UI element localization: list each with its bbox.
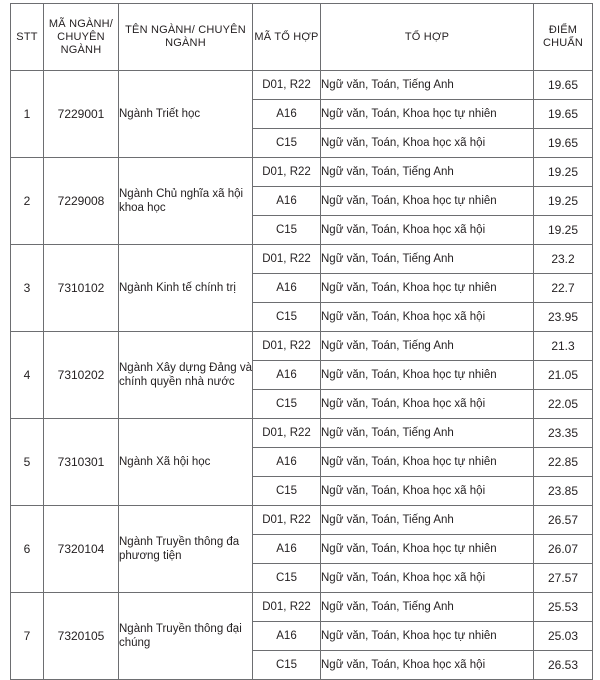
cell-stt: 7 — [11, 593, 44, 680]
cell-combination: Ngữ văn, Toán, Tiếng Anh — [321, 593, 534, 622]
table-row — [11, 419, 593, 448]
cell-combination: Ngữ văn, Toán, Khoa học xã hội — [321, 303, 534, 332]
cell-combination: Ngữ văn, Toán, Khoa học tự nhiên — [321, 100, 534, 129]
cell-combination: Ngữ văn, Toán, Tiếng Anh — [321, 419, 534, 448]
cell-combination-code: A16 — [253, 622, 321, 651]
cell-combination-code: D01, R22 — [253, 593, 321, 622]
cell-combination: Ngữ văn, Toán, Tiếng Anh — [321, 332, 534, 361]
cell-combination-code: C15 — [253, 564, 321, 593]
cell-stt: 2 — [11, 158, 44, 245]
table-row — [11, 332, 593, 361]
cell-benchmark-score: 23.2 — [534, 245, 593, 274]
cell-combination: Ngữ văn, Toán, Khoa học tự nhiên — [321, 622, 534, 651]
table-row — [11, 506, 593, 535]
cell-combination-code: A16 — [253, 448, 321, 477]
cell-major-name: Ngành Truyền thông đại chúng — [119, 593, 253, 680]
cell-major-code: 7229001 — [44, 71, 119, 158]
cell-combination: Ngữ văn, Toán, Khoa học tự nhiên — [321, 361, 534, 390]
table-row — [11, 158, 593, 187]
cell-combination-code: C15 — [253, 303, 321, 332]
cell-benchmark-score: 26.53 — [534, 651, 593, 680]
cell-benchmark-score: 19.25 — [534, 187, 593, 216]
table-row — [11, 593, 593, 622]
cell-combination-code: D01, R22 — [253, 245, 321, 274]
cell-benchmark-score: 19.25 — [534, 158, 593, 187]
column-header-stt: STT — [11, 4, 44, 71]
cell-combination-code: A16 — [253, 535, 321, 564]
cell-major-name: Ngành Xây dựng Đảng và chính quyền nhà nước — [119, 332, 253, 419]
column-header-major-code: MÃ NGÀNH/ CHUYÊN NGÀNH — [44, 4, 119, 71]
cell-combination-code: A16 — [253, 100, 321, 129]
cell-combination: Ngữ văn, Toán, Khoa học xã hội — [321, 129, 534, 158]
cell-major-code: 7310202 — [44, 332, 119, 419]
cell-combination: Ngữ văn, Toán, Khoa học xã hội — [321, 390, 534, 419]
table-row — [11, 71, 593, 100]
cell-major-code: 7320105 — [44, 593, 119, 680]
cell-benchmark-score: 21.3 — [534, 332, 593, 361]
admission-score-table-container — [10, 3, 592, 680]
cell-major-name: Ngành Kinh tế chính trị — [119, 245, 253, 332]
cell-combination: Ngữ văn, Toán, Khoa học xã hội — [321, 564, 534, 593]
column-header-major-name: TÊN NGÀNH/ CHUYÊN NGÀNH — [119, 4, 253, 71]
cell-combination: Ngữ văn, Toán, Tiếng Anh — [321, 506, 534, 535]
cell-benchmark-score: 26.07 — [534, 535, 593, 564]
table-header — [11, 4, 593, 71]
cell-combination-code: C15 — [253, 216, 321, 245]
cell-benchmark-score: 21.05 — [534, 361, 593, 390]
cell-stt: 5 — [11, 419, 44, 506]
cell-major-code: 7229008 — [44, 158, 119, 245]
column-header-combination-code: MÃ TỔ HỢP — [253, 4, 321, 71]
cell-benchmark-score: 19.65 — [534, 71, 593, 100]
cell-combination: Ngữ văn, Toán, Khoa học tự nhiên — [321, 274, 534, 303]
cell-combination: Ngữ văn, Toán, Khoa học tự nhiên — [321, 535, 534, 564]
cell-combination-code: D01, R22 — [253, 71, 321, 100]
table-header-row — [11, 4, 593, 71]
cell-benchmark-score: 23.85 — [534, 477, 593, 506]
cell-major-name: Ngành Xã hội học — [119, 419, 253, 506]
cell-stt: 1 — [11, 71, 44, 158]
cell-benchmark-score: 19.65 — [534, 129, 593, 158]
admission-score-table — [10, 3, 593, 680]
cell-combination: Ngữ văn, Toán, Khoa học tự nhiên — [321, 448, 534, 477]
cell-combination-code: D01, R22 — [253, 506, 321, 535]
cell-combination: Ngữ văn, Toán, Khoa học xã hội — [321, 651, 534, 680]
cell-combination: Ngữ văn, Toán, Tiếng Anh — [321, 71, 534, 100]
column-header-benchmark-score: ĐIỂM CHUẨN — [534, 4, 593, 71]
cell-combination-code: D01, R22 — [253, 419, 321, 448]
cell-combination-code: A16 — [253, 187, 321, 216]
cell-major-name: Ngành Truyền thông đa phương tiện — [119, 506, 253, 593]
cell-benchmark-score: 26.57 — [534, 506, 593, 535]
cell-combination: Ngữ văn, Toán, Khoa học xã hội — [321, 477, 534, 506]
cell-benchmark-score: 19.65 — [534, 100, 593, 129]
cell-combination-code: D01, R22 — [253, 158, 321, 187]
cell-benchmark-score: 23.95 — [534, 303, 593, 332]
cell-combination: Ngữ văn, Toán, Khoa học xã hội — [321, 216, 534, 245]
cell-major-code: 7320104 — [44, 506, 119, 593]
cell-stt: 3 — [11, 245, 44, 332]
cell-combination-code: C15 — [253, 129, 321, 158]
cell-benchmark-score: 25.53 — [534, 593, 593, 622]
cell-benchmark-score: 23.35 — [534, 419, 593, 448]
cell-combination-code: C15 — [253, 651, 321, 680]
cell-combination: Ngữ văn, Toán, Tiếng Anh — [321, 245, 534, 274]
cell-benchmark-score: 25.03 — [534, 622, 593, 651]
cell-combination-code: C15 — [253, 477, 321, 506]
cell-combination-code: A16 — [253, 361, 321, 390]
table-row — [11, 245, 593, 274]
cell-combination-code: A16 — [253, 274, 321, 303]
cell-combination: Ngữ văn, Toán, Tiếng Anh — [321, 158, 534, 187]
cell-benchmark-score: 19.25 — [534, 216, 593, 245]
cell-major-name: Ngành Chủ nghĩa xã hội khoa học — [119, 158, 253, 245]
column-header-combination: TỔ HỢP — [321, 4, 534, 71]
cell-benchmark-score: 22.85 — [534, 448, 593, 477]
cell-major-code: 7310102 — [44, 245, 119, 332]
cell-combination: Ngữ văn, Toán, Khoa học tự nhiên — [321, 187, 534, 216]
cell-stt: 6 — [11, 506, 44, 593]
cell-benchmark-score: 22.7 — [534, 274, 593, 303]
cell-combination-code: C15 — [253, 390, 321, 419]
cell-major-name: Ngành Triết học — [119, 71, 253, 158]
table-body — [11, 71, 593, 680]
cell-major-code: 7310301 — [44, 419, 119, 506]
cell-benchmark-score: 22.05 — [534, 390, 593, 419]
cell-stt: 4 — [11, 332, 44, 419]
cell-benchmark-score: 27.57 — [534, 564, 593, 593]
cell-combination-code: D01, R22 — [253, 332, 321, 361]
